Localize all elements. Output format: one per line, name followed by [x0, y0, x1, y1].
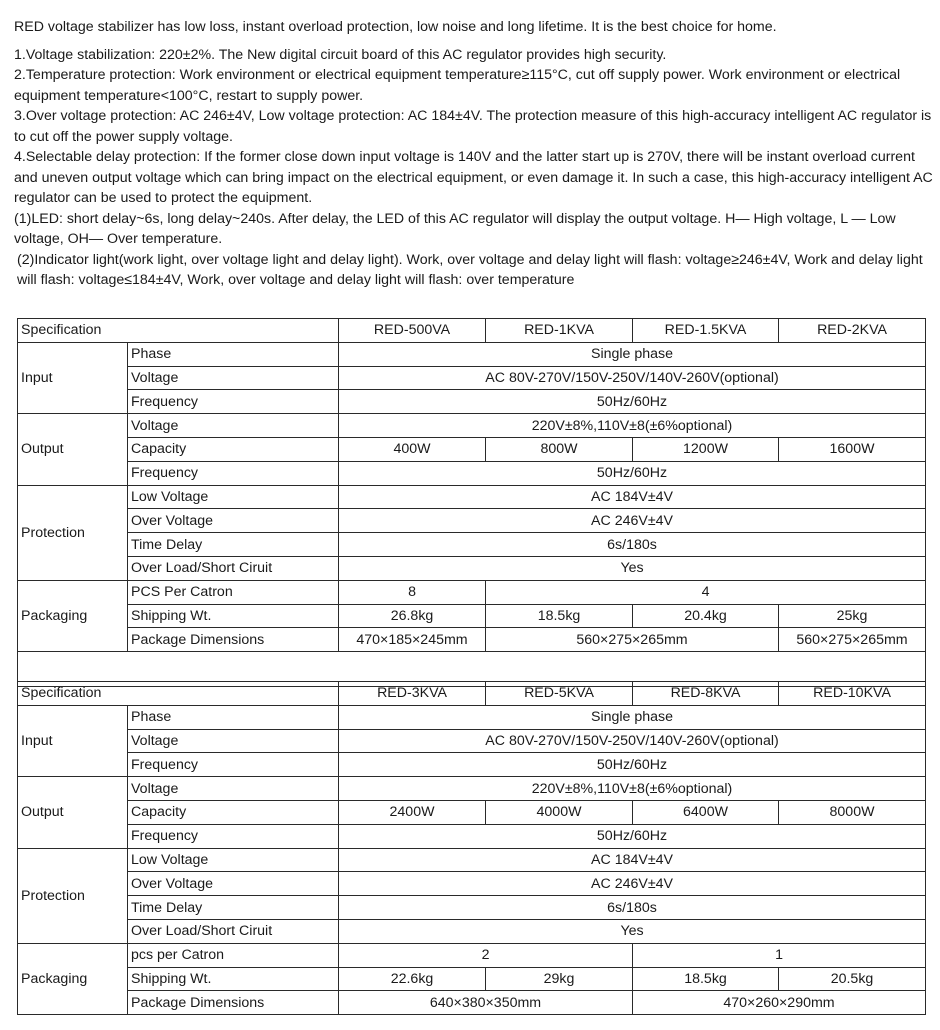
feature-indicator-light: (2)Indicator light(work light, over voltage light and delay light). Work, over voltage and delay light will flash: voltage≥246±4V, Work and delay light will flash: voltage≤184±4V, Work, over voltage and delay light will flash: over temperature — [17, 251, 923, 288]
cell-value: AC 80V-270V/150V-250V/140V-260V(optional) — [339, 366, 926, 390]
spec-header: Specification — [18, 319, 339, 343]
table-row — [18, 872, 926, 896]
spec-header: Specification — [18, 682, 339, 706]
group-input: Input — [18, 705, 128, 776]
cell-value: 50Hz/60Hz — [339, 461, 926, 485]
row-label: Frequency — [128, 753, 339, 777]
cell-value: 25kg — [779, 604, 926, 628]
table-row — [18, 991, 926, 1015]
table-row — [18, 848, 926, 872]
table-row — [18, 896, 926, 920]
cell-value: 220V±8%,110V±8(±6%optional) — [339, 414, 926, 438]
model-header: RED-10KVA — [779, 682, 926, 706]
row-label: Shipping Wt. — [128, 604, 339, 628]
group-input: Input — [18, 342, 128, 413]
table-header-row — [18, 319, 926, 343]
model-header: RED-2KVA — [779, 319, 926, 343]
cell-value: 50Hz/60Hz — [339, 390, 926, 414]
cell-value: Yes — [339, 556, 926, 580]
model-header: RED-1.5KVA — [633, 319, 779, 343]
group-packaging: Packaging — [18, 943, 128, 1014]
feature-delay-protection: 4.Selectable delay protection: If the former close down input voltage is 140V and the latter start up is 270V, there will be instant overload current and uneven output voltage which can bring impact on the electrical equipment, or even damage it. In such a case, this high-accuracy intelligent AC regulator can be used to protect the equipment. — [14, 149, 933, 206]
table-row — [18, 556, 926, 580]
row-label: Voltage — [128, 414, 339, 438]
cell-value: 1 — [633, 943, 926, 967]
row-label: Package Dimensions — [128, 991, 339, 1015]
group-protection: Protection — [18, 485, 128, 580]
table-row — [18, 753, 926, 777]
cell-value: 50Hz/60Hz — [339, 753, 926, 777]
row-label: Frequency — [128, 824, 339, 848]
spec-table-1 — [17, 318, 926, 687]
row-label: Time Delay — [128, 533, 339, 557]
cell-value: 50Hz/60Hz — [339, 824, 926, 848]
table-row — [18, 967, 926, 991]
cell-value: Yes — [339, 919, 926, 943]
cell-value: AC 80V-270V/150V-250V/140V-260V(optional) — [339, 729, 926, 753]
table-row — [18, 509, 926, 533]
table-header-row — [18, 682, 926, 706]
cell-value: 800W — [486, 437, 633, 461]
cell-value: 4 — [486, 580, 926, 604]
table-row — [18, 533, 926, 557]
table-row — [18, 777, 926, 801]
cell-value: 8000W — [779, 800, 926, 824]
row-label: Time Delay — [128, 896, 339, 920]
table-row — [18, 729, 926, 753]
table-row — [18, 580, 926, 604]
model-header: RED-5KVA — [486, 682, 633, 706]
table-row — [18, 485, 926, 509]
row-label: Over Voltage — [128, 509, 339, 533]
feature-led: (1)LED: short delay~6s, long delay~240s. After delay, the LED of this AC regulator will display the output voltage. H— High voltage, L — Low voltage, OH— Over temperature. — [14, 210, 896, 247]
table-row — [18, 342, 926, 366]
cell-value: 560×275×265mm — [486, 628, 779, 652]
cell-value: Single phase — [339, 705, 926, 729]
table-row — [18, 628, 926, 652]
row-label: Frequency — [128, 461, 339, 485]
feature-over-voltage-protection: 3.Over voltage protection: AC 246±4V, Low voltage protection: AC 184±4V. The protection measure of this high-accuracy intelligent AC regulator is to cut off the power supply voltage. — [14, 108, 932, 145]
cell-value: 220V±8%,110V±8(±6%optional) — [339, 777, 926, 801]
intro-lead: RED voltage stabilizer has low loss, instant overload protection, low noise and long lifetime. It is the best choice for home. — [14, 19, 777, 35]
group-output: Output — [18, 777, 128, 848]
row-label: Capacity — [128, 437, 339, 461]
cell-value: AC 184V±4V — [339, 485, 926, 509]
table-row — [18, 461, 926, 485]
cell-value: 640×380×350mm — [339, 991, 633, 1015]
cell-value: 18.5kg — [486, 604, 633, 628]
row-label: PCS Per Catron — [128, 580, 339, 604]
row-label: Phase — [128, 342, 339, 366]
cell-value: 2 — [339, 943, 633, 967]
table-row — [18, 919, 926, 943]
model-header: RED-1KVA — [486, 319, 633, 343]
cell-value: 1200W — [633, 437, 779, 461]
group-packaging: Packaging — [18, 580, 128, 651]
table-row — [18, 705, 926, 729]
cell-value: AC 184V±4V — [339, 848, 926, 872]
feature-temperature-protection: 2.Temperature protection: Work environment or electrical equipment temperature≥115°C, cut off supply power. Work environment or electrical equipment temperature<100°C, restart to supply power. — [14, 67, 901, 104]
row-label: Frequency — [128, 390, 339, 414]
table-row — [18, 824, 926, 848]
cell-value: 560×275×265mm — [779, 628, 926, 652]
row-label: Low Voltage — [128, 848, 339, 872]
cell-value: 6400W — [633, 800, 779, 824]
cell-value: 2400W — [339, 800, 486, 824]
cell-value: 6s/180s — [339, 533, 926, 557]
row-label: Over Voltage — [128, 872, 339, 896]
row-label: Capacity — [128, 800, 339, 824]
row-label: pcs per Catron — [128, 943, 339, 967]
row-label: Over Load/Short Ciruit — [128, 919, 339, 943]
row-label: Voltage — [128, 777, 339, 801]
cell-value: 1600W — [779, 437, 926, 461]
table-row — [18, 390, 926, 414]
cell-value: 400W — [339, 437, 486, 461]
row-label: Voltage — [128, 729, 339, 753]
table-row — [18, 943, 926, 967]
product-description — [14, 17, 934, 291]
group-output: Output — [18, 414, 128, 485]
cell-value: 470×185×245mm — [339, 628, 486, 652]
table-row — [18, 366, 926, 390]
cell-value: 29kg — [486, 967, 633, 991]
row-label: Voltage — [128, 366, 339, 390]
table-row — [18, 800, 926, 824]
row-label: Package Dimensions — [128, 628, 339, 652]
row-label: Low Voltage — [128, 485, 339, 509]
row-label: Over Load/Short Ciruit — [128, 556, 339, 580]
row-label: Phase — [128, 705, 339, 729]
table-row — [18, 414, 926, 438]
cell-value: 470×260×290mm — [633, 991, 926, 1015]
cell-value: 20.5kg — [779, 967, 926, 991]
row-label: Shipping Wt. — [128, 967, 339, 991]
cell-value: Single phase — [339, 342, 926, 366]
cell-value: AC 246V±4V — [339, 509, 926, 533]
table-row — [18, 437, 926, 461]
model-header: RED-3KVA — [339, 682, 486, 706]
cell-value: 6s/180s — [339, 896, 926, 920]
group-protection: Protection — [18, 848, 128, 943]
cell-value: 8 — [339, 580, 486, 604]
spec-table-2 — [17, 681, 926, 1015]
model-header: RED-8KVA — [633, 682, 779, 706]
table-row — [18, 604, 926, 628]
model-header: RED-500VA — [339, 319, 486, 343]
cell-value: 26.8kg — [339, 604, 486, 628]
cell-value: 22.6kg — [339, 967, 486, 991]
feature-voltage-stabilization: 1.Voltage stabilization: 220±2%. The New digital circuit board of this AC regulator provides high security. — [14, 46, 667, 63]
cell-value: 18.5kg — [633, 967, 779, 991]
cell-value: 20.4kg — [633, 604, 779, 628]
cell-value: AC 246V±4V — [339, 872, 926, 896]
cell-value: 4000W — [486, 800, 633, 824]
